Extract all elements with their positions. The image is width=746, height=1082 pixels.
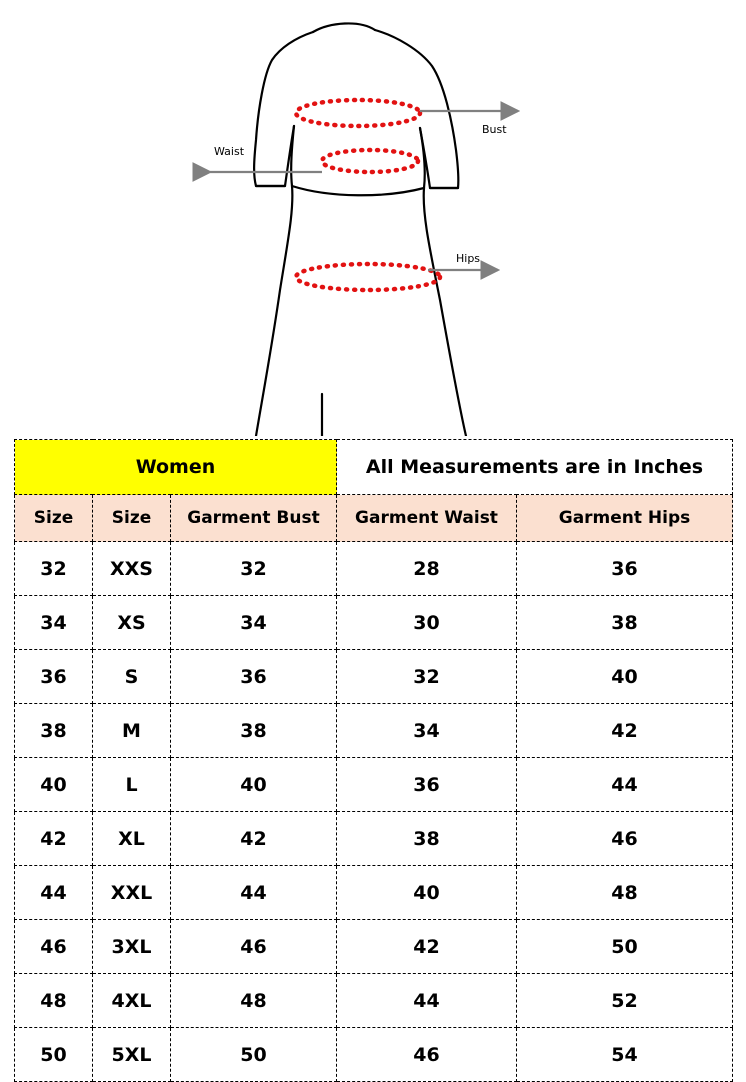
cell-hips: 42 <box>517 704 733 758</box>
waist-label: Waist <box>214 145 245 158</box>
body-outline-path <box>254 23 466 436</box>
cell-waist: 36 <box>337 758 517 812</box>
cell-size-alpha: M <box>93 704 171 758</box>
cell-waist: 46 <box>337 1028 517 1082</box>
cell-size-alpha: L <box>93 758 171 812</box>
table-header-row <box>15 495 733 542</box>
header-garment-bust: Garment Bust <box>171 495 337 542</box>
cell-waist: 44 <box>337 974 517 1028</box>
table-row <box>15 866 733 920</box>
header-garment-hips: Garment Hips <box>517 495 733 542</box>
hips-measure-ellipse <box>296 264 440 290</box>
cell-hips: 44 <box>517 758 733 812</box>
cell-waist: 38 <box>337 812 517 866</box>
cell-bust: 50 <box>171 1028 337 1082</box>
cell-size-numeric: 48 <box>15 974 93 1028</box>
cell-bust: 34 <box>171 596 337 650</box>
cell-hips: 40 <box>517 650 733 704</box>
cell-waist: 28 <box>337 542 517 596</box>
cell-hips: 50 <box>517 920 733 974</box>
cell-size-alpha: 4XL <box>93 974 171 1028</box>
cell-hips: 48 <box>517 866 733 920</box>
cell-waist: 30 <box>337 596 517 650</box>
hips-label: Hips <box>456 252 481 265</box>
header-garment-waist: Garment Waist <box>337 495 517 542</box>
cell-bust: 44 <box>171 866 337 920</box>
title-women: Women <box>15 440 337 495</box>
cell-size-alpha: 5XL <box>93 1028 171 1082</box>
cell-hips: 46 <box>517 812 733 866</box>
bust-measure-ellipse <box>296 100 420 126</box>
cell-size-alpha: XXS <box>93 542 171 596</box>
cell-hips: 54 <box>517 1028 733 1082</box>
cell-size-alpha: XS <box>93 596 171 650</box>
cell-waist: 32 <box>337 650 517 704</box>
cell-waist: 40 <box>337 866 517 920</box>
cell-size-alpha: S <box>93 650 171 704</box>
size-guide-illustration <box>0 0 746 436</box>
table-row <box>15 596 733 650</box>
cell-bust: 32 <box>171 542 337 596</box>
cell-bust: 48 <box>171 974 337 1028</box>
header-size-alpha: Size <box>93 495 171 542</box>
cell-size-alpha: XL <box>93 812 171 866</box>
table-row <box>15 812 733 866</box>
table-row <box>15 704 733 758</box>
header-size-numeric: Size <box>15 495 93 542</box>
cell-size-numeric: 42 <box>15 812 93 866</box>
dress-outline-illustration <box>0 0 746 436</box>
table-row <box>15 542 733 596</box>
cell-hips: 52 <box>517 974 733 1028</box>
cell-size-alpha: XXL <box>93 866 171 920</box>
cell-waist: 42 <box>337 920 517 974</box>
cell-size-numeric: 44 <box>15 866 93 920</box>
cell-waist: 34 <box>337 704 517 758</box>
cell-size-numeric: 36 <box>15 650 93 704</box>
size-chart-table <box>14 439 733 1082</box>
cell-size-numeric: 38 <box>15 704 93 758</box>
cell-size-numeric: 50 <box>15 1028 93 1082</box>
table-title-row <box>15 440 733 495</box>
waist-measure-ellipse <box>322 150 418 172</box>
cell-size-numeric: 32 <box>15 542 93 596</box>
cell-size-numeric: 40 <box>15 758 93 812</box>
cell-size-numeric: 34 <box>15 596 93 650</box>
table-row <box>15 650 733 704</box>
cell-bust: 42 <box>171 812 337 866</box>
table-row <box>15 1028 733 1082</box>
cell-bust: 46 <box>171 920 337 974</box>
cell-bust: 40 <box>171 758 337 812</box>
cell-bust: 36 <box>171 650 337 704</box>
bust-label: Bust <box>482 123 507 136</box>
table-row <box>15 974 733 1028</box>
cell-size-numeric: 46 <box>15 920 93 974</box>
title-measurements: All Measurements are in Inches <box>337 440 733 495</box>
cell-hips: 38 <box>517 596 733 650</box>
table-row <box>15 758 733 812</box>
cell-size-alpha: 3XL <box>93 920 171 974</box>
cell-bust: 38 <box>171 704 337 758</box>
table-row <box>15 920 733 974</box>
cell-hips: 36 <box>517 542 733 596</box>
